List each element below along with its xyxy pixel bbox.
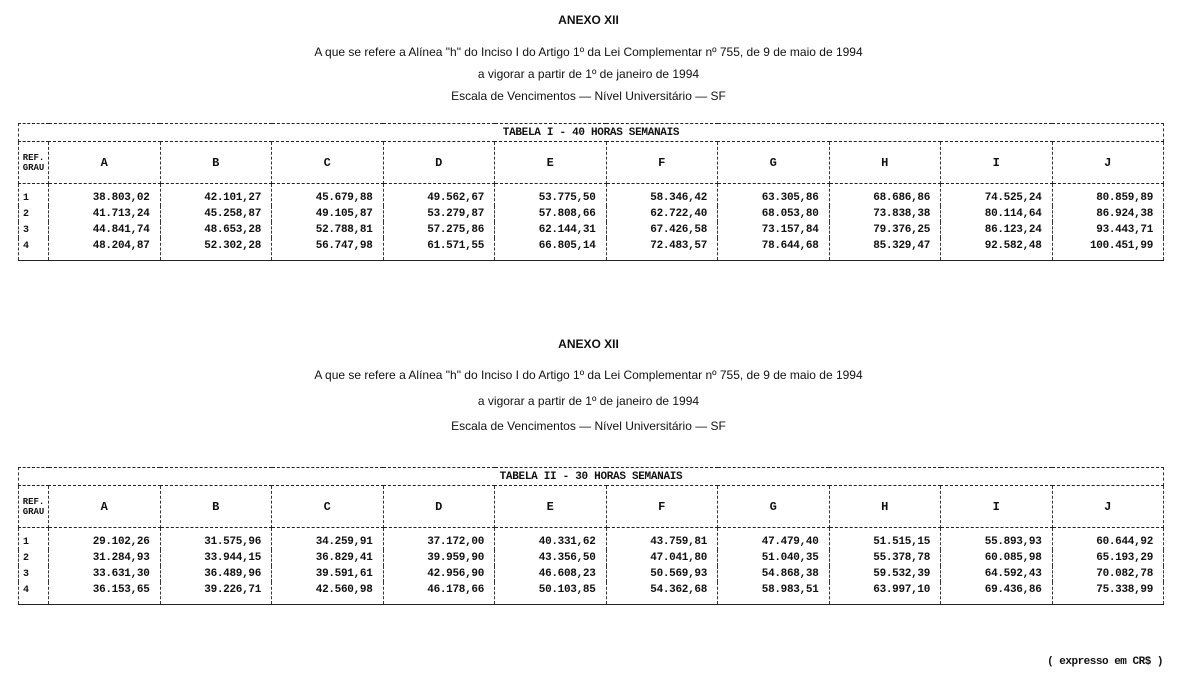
value-cell: 45.258,87: [160, 206, 272, 222]
table-title-row: [19, 468, 1164, 486]
ref-grau-header: [19, 142, 49, 184]
value-cell: 33.631,30: [49, 566, 161, 582]
value-cell: 36.489,96: [160, 566, 272, 582]
grau-label: GRAU: [22, 162, 45, 173]
value-cell: 53.775,50: [495, 184, 607, 207]
value-cell: 64.592,43: [941, 566, 1053, 582]
grau-cell: 4: [19, 582, 49, 605]
value-cell: 54.362,68: [606, 582, 718, 605]
column-header: H: [829, 142, 941, 184]
value-cell: 63.305,86: [718, 184, 830, 207]
grau-cell: 1: [19, 184, 49, 207]
value-cell: 36.153,65: [49, 582, 161, 605]
value-cell: 41.713,24: [49, 206, 161, 222]
salary-table-1: [18, 123, 1164, 261]
column-header: B: [160, 142, 272, 184]
column-header: E: [495, 142, 607, 184]
value-cell: 78.644,68: [718, 238, 830, 261]
grau-cell: 1: [19, 528, 49, 551]
column-header: G: [718, 486, 830, 528]
value-cell: 51.515,15: [829, 528, 941, 551]
value-cell: 70.082,78: [1052, 566, 1164, 582]
table-title: TABELA I - 40 HORAS SEMANAIS: [19, 124, 1164, 142]
column-header: F: [606, 486, 718, 528]
annex-title-1: ANEXO XII: [558, 13, 619, 27]
value-cell: 31.575,96: [160, 528, 272, 551]
value-cell: 80.859,89: [1052, 184, 1164, 207]
value-cell: 60.085,98: [941, 550, 1053, 566]
grau-cell: 4: [19, 238, 49, 261]
value-cell: 92.582,48: [941, 238, 1053, 261]
column-header: E: [495, 486, 607, 528]
value-cell: 100.451,99: [1052, 238, 1164, 261]
value-cell: 44.841,74: [49, 222, 161, 238]
column-header: J: [1052, 486, 1164, 528]
table-row: [19, 184, 1164, 207]
value-cell: 42.956,90: [383, 566, 495, 582]
effective-date-2: a vigorar a partir de 1º de janeiro de 1994: [477, 394, 700, 408]
value-cell: 33.944,15: [160, 550, 272, 566]
table-row: [19, 582, 1164, 605]
value-cell: 54.868,38: [718, 566, 830, 582]
value-cell: 62.144,31: [495, 222, 607, 238]
value-cell: 58.983,51: [718, 582, 830, 605]
ref-label: REF.: [22, 496, 45, 507]
value-cell: 52.788,81: [272, 222, 384, 238]
value-cell: 67.426,58: [606, 222, 718, 238]
column-header: I: [941, 486, 1053, 528]
value-cell: 36.829,41: [272, 550, 384, 566]
value-cell: 75.338,99: [1052, 582, 1164, 605]
value-cell: 40.331,62: [495, 528, 607, 551]
value-cell: 38.803,02: [49, 184, 161, 207]
value-cell: 93.443,71: [1052, 222, 1164, 238]
value-cell: 50.103,85: [495, 582, 607, 605]
value-cell: 73.157,84: [718, 222, 830, 238]
value-cell: 56.747,98: [272, 238, 384, 261]
value-cell: 68.053,80: [718, 206, 830, 222]
value-cell: 57.808,66: [495, 206, 607, 222]
value-cell: 61.571,55: [383, 238, 495, 261]
value-cell: 80.114,64: [941, 206, 1053, 222]
value-cell: 55.893,93: [941, 528, 1053, 551]
value-cell: 43.356,50: [495, 550, 607, 566]
table-row: [19, 550, 1164, 566]
value-cell: 45.679,88: [272, 184, 384, 207]
column-header-row: [19, 142, 1164, 184]
value-cell: 55.378,78: [829, 550, 941, 566]
value-cell: 46.608,23: [495, 566, 607, 582]
grau-cell: 3: [19, 566, 49, 582]
value-cell: 79.376,25: [829, 222, 941, 238]
effective-date-1: a vigorar a partir de 1º de janeiro de 1994: [477, 67, 700, 81]
value-cell: 63.997,10: [829, 582, 941, 605]
value-cell: 37.172,00: [383, 528, 495, 551]
value-cell: 72.483,57: [606, 238, 718, 261]
salary-table-2: [18, 467, 1164, 605]
column-header: A: [49, 486, 161, 528]
annex-title-2: ANEXO XII: [558, 337, 619, 351]
value-cell: 39.226,71: [160, 582, 272, 605]
value-cell: 65.193,29: [1052, 550, 1164, 566]
grau-cell: 3: [19, 222, 49, 238]
salary-scale-title-2: Escala de Vencimentos — Nível Universitário — SF: [451, 419, 726, 433]
value-cell: 59.532,39: [829, 566, 941, 582]
column-header: G: [718, 142, 830, 184]
table-row: [19, 206, 1164, 222]
table-row: [19, 222, 1164, 238]
value-cell: 43.759,81: [606, 528, 718, 551]
value-cell: 60.644,92: [1052, 528, 1164, 551]
grau-label: GRAU: [22, 506, 45, 517]
grau-cell: 2: [19, 206, 49, 222]
value-cell: 31.284,93: [49, 550, 161, 566]
value-cell: 58.346,42: [606, 184, 718, 207]
law-reference-2: A que se refere a Alínea "h" do Inciso I do Artigo 1º da Lei Complementar nº 755, de 9 de maio de 1994: [314, 368, 863, 382]
table-row: [19, 528, 1164, 551]
value-cell: 51.040,35: [718, 550, 830, 566]
currency-note: ( expresso em CR$ ): [1047, 656, 1163, 668]
value-cell: 50.569,93: [606, 566, 718, 582]
column-header: C: [272, 486, 384, 528]
value-cell: 39.959,90: [383, 550, 495, 566]
column-header: J: [1052, 142, 1164, 184]
value-cell: 52.302,28: [160, 238, 272, 261]
value-cell: 66.805,14: [495, 238, 607, 261]
column-header: F: [606, 142, 718, 184]
value-cell: 42.101,27: [160, 184, 272, 207]
value-cell: 86.123,24: [941, 222, 1053, 238]
column-header: H: [829, 486, 941, 528]
grau-cell: 2: [19, 550, 49, 566]
table-title-row: [19, 124, 1164, 142]
value-cell: 46.178,66: [383, 582, 495, 605]
table-title: TABELA II - 30 HORAS SEMANAIS: [19, 468, 1164, 486]
value-cell: 48.653,28: [160, 222, 272, 238]
value-cell: 39.591,61: [272, 566, 384, 582]
value-cell: 47.479,40: [718, 528, 830, 551]
column-header: B: [160, 486, 272, 528]
value-cell: 69.436,86: [941, 582, 1053, 605]
value-cell: 49.105,87: [272, 206, 384, 222]
value-cell: 85.329,47: [829, 238, 941, 261]
column-header: C: [272, 142, 384, 184]
value-cell: 73.838,38: [829, 206, 941, 222]
value-cell: 48.204,87: [49, 238, 161, 261]
value-cell: 47.041,80: [606, 550, 718, 566]
value-cell: 74.525,24: [941, 184, 1053, 207]
law-reference-1: A que se refere a Alínea "h" do Inciso I do Artigo 1º da Lei Complementar nº 755, de 9 de maio de 1994: [314, 45, 863, 59]
ref-grau-header: [19, 486, 49, 528]
value-cell: 49.562,67: [383, 184, 495, 207]
column-header: D: [383, 486, 495, 528]
column-header-row: [19, 486, 1164, 528]
value-cell: 42.560,98: [272, 582, 384, 605]
value-cell: 86.924,38: [1052, 206, 1164, 222]
value-cell: 29.102,26: [49, 528, 161, 551]
table-row: [19, 566, 1164, 582]
value-cell: 57.275,86: [383, 222, 495, 238]
value-cell: 53.279,87: [383, 206, 495, 222]
column-header: A: [49, 142, 161, 184]
value-cell: 68.686,86: [829, 184, 941, 207]
table-row: [19, 238, 1164, 261]
salary-scale-title-1: Escala de Vencimentos — Nível Universitário — SF: [451, 89, 726, 103]
value-cell: 62.722,40: [606, 206, 718, 222]
column-header: D: [383, 142, 495, 184]
column-header: I: [941, 142, 1053, 184]
value-cell: 34.259,91: [272, 528, 384, 551]
ref-label: REF.: [22, 152, 45, 163]
